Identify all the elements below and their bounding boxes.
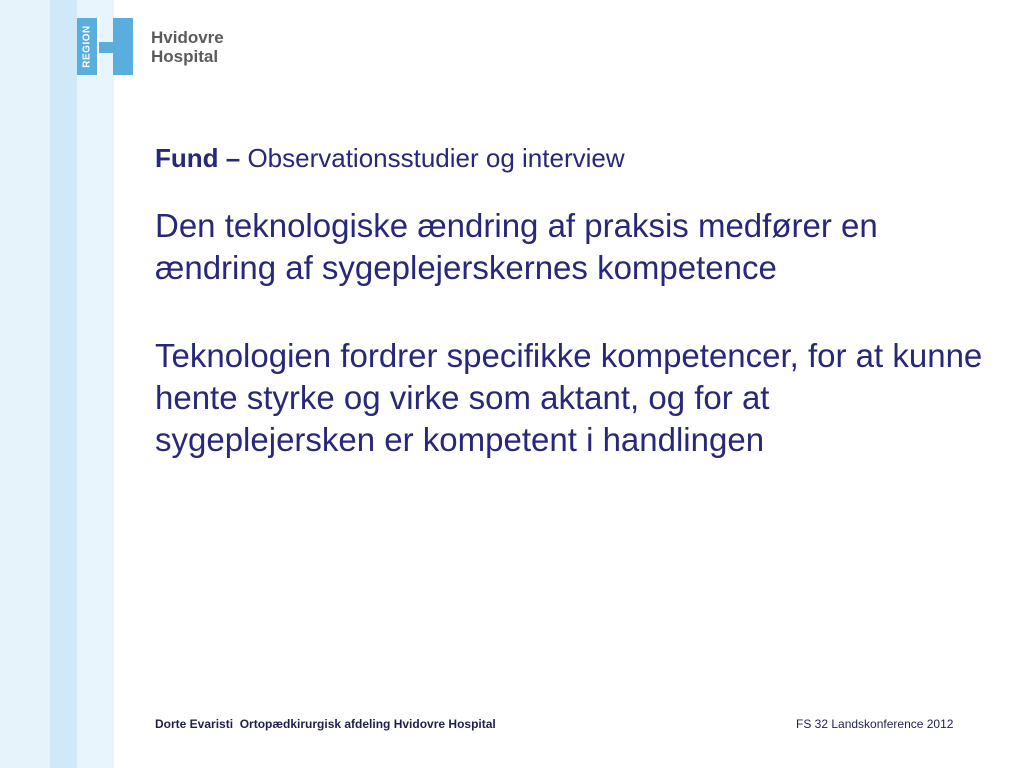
logo-region-label-box [77,18,97,75]
logo-region-label: REGION [81,25,93,68]
side-stripe-outer [0,0,50,768]
hospital-name-line-1: Hvidovre [151,28,224,47]
content-paragraph-1: Den teknologiske ændring af praksis medfører en ændring af sygeplejerskernes kompetence [155,207,878,286]
slide-title [155,143,625,174]
hospital-name-line-2: Hospital [151,47,219,66]
region-h-logo-icon [77,18,133,75]
footer-author: Dorte Evaristi Ortopædkirurgisk afdeling Hvidovre Hospital [155,717,496,731]
hospital-name [151,28,224,66]
slide-content [155,205,995,461]
content-paragraph-2: Teknologien fordrer specifikke kompetencer, for at kunne hente styrke og virke som aktant, og for at sygeplejersken er kompetent i handlingen [155,337,983,458]
slide-title-bold: Fund – [155,143,241,173]
footer-conference: FS 32 Landskonference 2012 [796,717,954,731]
side-stripe-inner [77,0,114,768]
side-stripe-middle [50,0,77,768]
slide-title-rest: Observationsstudier og interview [240,143,625,173]
